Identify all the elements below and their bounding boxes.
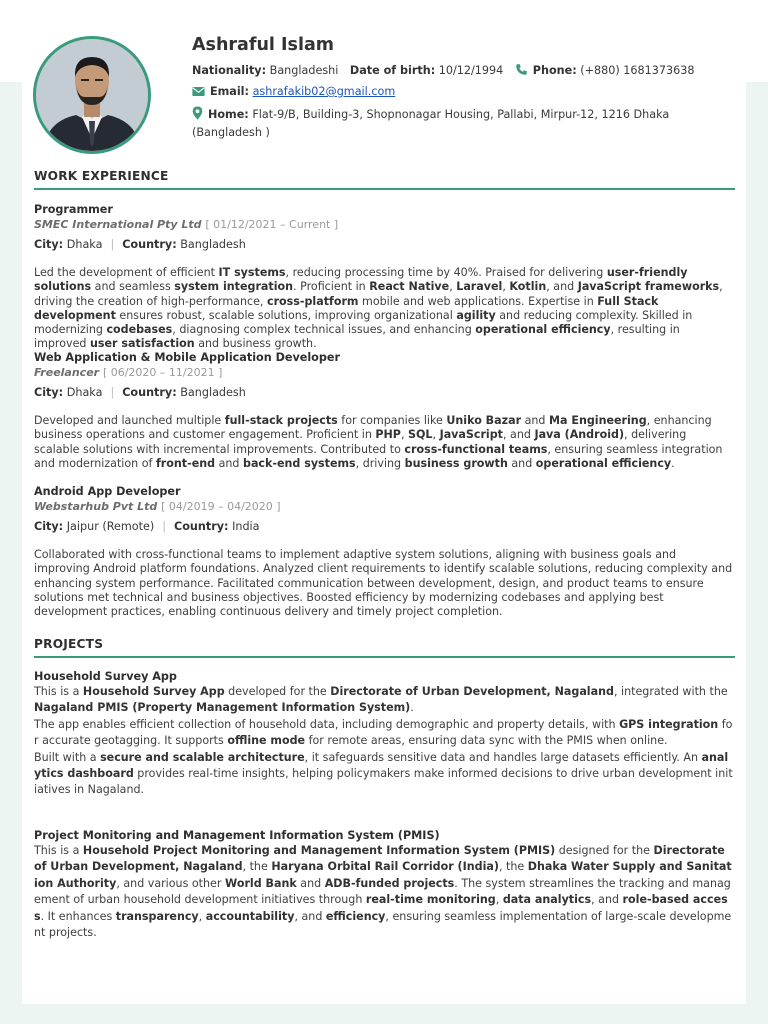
highlight-text: World Bank xyxy=(224,876,297,890)
job-dates: [ 04/2019 – 04/2020 ] xyxy=(161,500,281,513)
highlight-text: codebases xyxy=(106,323,173,337)
highlight-text: secure and scalable architecture xyxy=(100,750,305,764)
job-org: Webstarhub Pvt Ltd xyxy=(34,500,158,513)
highlight-text: role-based access xyxy=(34,893,728,923)
location-pin-icon xyxy=(192,106,203,125)
nationality-label: Nationality: xyxy=(192,64,267,77)
job-description: Developed and launched multiple full-stack projects for companies like Uniko Bazar and Ma Engineering, enhancing business operations and customer engagement. Proficient in PHP, SQL, JavaScript, and Java (Android), delivering scalable solutions with incremental improvements. Contributed to cross-functional teams, ensuring seamless integration and modernization of front-end and back-end systems, driving business growth and operational efficiency. xyxy=(34,414,723,470)
highlight-text: IT systems xyxy=(218,266,286,279)
highlight-text: data analytics xyxy=(502,893,592,907)
highlight-text: Nagaland PMIS (Property Management Information System) xyxy=(34,701,411,715)
project-entry xyxy=(34,828,735,941)
job-description: Collaborated with cross-functional teams to implement adaptive system solutions, aligning with business goals and improving Android platform foundations. Analyzed client requirements to identify scalable solutions, reducing complexity and enhancing system performance. Facilitated communication between development, design, and product teams to ensure solutions met technical and business objectives. Boosted efficiency by modernizing codebases and applying best development practices, enabling continuous delivery and timely project completion. xyxy=(34,548,733,619)
project-title: Project Monitoring and Management Information System (PMIS) xyxy=(34,829,440,842)
highlight-text: full-stack projects xyxy=(224,414,338,427)
highlight-text: efficiency xyxy=(325,909,386,923)
job-dates: [ 01/12/2021 – Current ] xyxy=(205,218,339,231)
highlight-text: Directorate of Urban Development, Nagaland xyxy=(330,685,614,698)
job-country: India xyxy=(232,520,260,533)
highlight-text: user-friendly solutions xyxy=(34,266,688,294)
city-label: City: xyxy=(34,238,64,251)
job-city: Dhaka xyxy=(66,386,103,399)
highlight-text: operational efficiency xyxy=(535,456,672,470)
project-title: Household Survey App xyxy=(34,670,177,683)
work-experience-section xyxy=(34,168,735,190)
home-label: Home: xyxy=(208,108,249,121)
highlight-text: Directorate of Urban Development, Nagaland xyxy=(34,844,725,874)
highlight-text: JavaScript xyxy=(439,428,503,442)
project-description: This is a Household Project Monitoring and Management Information System (PMIS) designed for the Directorate of Urban Development, Nagaland, the Haryana Orbital Rail Corridor (India), the Dhaka Water Supply and Sanitation Authority, and various other World Bank and ADB-funded projects. The system streamlines the tracking and management of urban household development initiatives through real-time monitoring, data analytics, and role-based access. It enhances transparency, accountability, and efficiency, ensuring seamless implementation of large-scale development projects. xyxy=(34,844,732,940)
highlight-text: user satisfaction xyxy=(90,337,195,351)
job-title: Web Application & Mobile Application Developer xyxy=(34,351,340,364)
phone-icon xyxy=(515,63,528,80)
job-dates: [ 06/2020 – 11/2021 ] xyxy=(102,366,223,379)
full-name: Ashraful Islam xyxy=(192,35,334,55)
highlight-text: cross-functional teams xyxy=(404,442,548,456)
highlight-text: JavaScript frameworks xyxy=(577,280,720,294)
job-entry xyxy=(34,484,735,619)
highlight-text: Laravel xyxy=(456,280,503,294)
country-label: Country: xyxy=(122,238,177,251)
highlight-text: back-end systems xyxy=(243,456,356,470)
home-line xyxy=(192,106,732,141)
email-icon xyxy=(192,86,205,101)
highlight-text: Ma Engineering xyxy=(548,414,647,427)
highlight-text: front-end xyxy=(155,456,216,470)
highlight-text: Uniko Bazar xyxy=(446,414,522,427)
job-org-line xyxy=(34,499,735,515)
nationality-value: Bangladeshi xyxy=(269,64,339,77)
job-org-line xyxy=(34,365,735,381)
profile-photo xyxy=(33,36,151,154)
highlight-text: accountability xyxy=(205,909,295,923)
highlight-text: cross-platform xyxy=(267,294,359,308)
job-title: Android App Developer xyxy=(34,485,181,498)
cv-page xyxy=(22,22,746,1004)
job-country: Bangladesh xyxy=(180,386,246,399)
highlight-text: offline mode xyxy=(227,734,306,748)
projects-heading: PROJECTS xyxy=(34,636,735,658)
email-link[interactable]: ashrafakib02@gmail.com xyxy=(252,85,396,98)
city-label: City: xyxy=(34,520,64,533)
phone-value: (+880) 1681373638 xyxy=(580,64,695,77)
highlight-text: Java (Android) xyxy=(534,428,625,442)
highlight-text: Full Stack development xyxy=(34,294,659,322)
dob-label: Date of birth: xyxy=(349,64,436,77)
highlight-text: Haryana Orbital Rail Corridor (India) xyxy=(271,860,499,874)
highlight-text: operational efficiency xyxy=(475,323,611,337)
country-label: Country: xyxy=(174,520,229,533)
job-city: Dhaka xyxy=(66,238,103,251)
highlight-text: system integration xyxy=(174,280,294,294)
city-label: City: xyxy=(34,386,64,399)
highlight-text: Dhaka Water Supply and Sanitation Authority xyxy=(34,860,732,890)
job-location: City: Dhaka | Country: Bangladesh xyxy=(34,238,246,251)
work-experience-heading: WORK EXPERIENCE xyxy=(34,168,735,190)
highlight-text: React Native xyxy=(369,280,450,294)
job-org-line xyxy=(34,217,735,233)
projects-section xyxy=(34,636,735,658)
email-line xyxy=(192,85,395,101)
country-label: Country: xyxy=(122,386,177,399)
highlight-text: transparency xyxy=(115,909,199,923)
project-description: This is a Household Survey App developed for the Directorate of Urban Development, Nagaland, integrated with the Nagaland PMIS (Property Management Information System). The app enables efficient collection of household data, including demographic and property details, with GPS integration for accurate geotagging. It supports offline mode for remote areas, ensuring data sync with the PMIS when online. Built with a secure and scalable architecture, it safeguards sensitive data and handles large datasets efficiently. An analytics dashboard provides real-time insights, helping policymakers make informed decisions to drive urban development initiatives in Nagaland. xyxy=(34,685,733,797)
highlight-text: business growth xyxy=(404,456,508,470)
profile-header xyxy=(22,22,746,162)
highlight-text: real-time monitoring xyxy=(365,893,496,907)
job-location: City: Dhaka | Country: Bangladesh xyxy=(34,386,246,399)
phone-label: Phone: xyxy=(532,64,577,77)
job-entry xyxy=(34,350,735,471)
email-label: Email: xyxy=(210,85,249,98)
highlight-text: GPS integration xyxy=(619,717,719,731)
highlight-text: Kotlin xyxy=(509,280,547,294)
highlight-text: Household Project Monitoring and Management Information System (PMIS) xyxy=(82,844,556,857)
highlight-text: ADB-funded projects xyxy=(324,876,455,890)
job-entry xyxy=(34,202,735,352)
job-country: Bangladesh xyxy=(180,238,246,251)
job-description: Led the development of efficient IT systems, reducing processing time by 40%. Praised for delivering user-friendly solutions and seamless system integration. Proficient in React Native, Laravel, Kotlin, and JavaScript frameworks, driving the creation of high-performance, cross-platform mobile and web applications. Expertise in Full Stack development ensures robust, scalable solutions, improving organizational agility and reducing complexity. Skilled in modernizing codebases, diagnosing complex technical issues, and enhancing operational efficiency, resulting in improved user satisfaction and business growth. xyxy=(34,266,723,351)
home-value: Flat-9/B, Building-3, Shopnonagar Housing, Pallabi, Mirpur-12, 1216 Dhaka (Bangladesh ) xyxy=(192,108,670,139)
job-org: Freelancer xyxy=(34,366,100,379)
highlight-text: SQL xyxy=(408,428,433,442)
highlight-text: Household Survey App xyxy=(82,685,225,698)
job-org: SMEC International Pty Ltd xyxy=(34,218,202,231)
personal-info-line xyxy=(192,63,694,80)
job-location: City: Jaipur (Remote) | Country: India xyxy=(34,520,260,533)
job-city: Jaipur (Remote) xyxy=(66,520,155,533)
highlight-text: analytics dashboard xyxy=(34,750,729,781)
job-title: Programmer xyxy=(34,203,113,216)
highlight-text: PHP xyxy=(375,428,401,442)
highlight-text: agility xyxy=(456,308,496,322)
project-entry xyxy=(34,669,735,799)
dob-value: 10/12/1994 xyxy=(438,64,504,77)
